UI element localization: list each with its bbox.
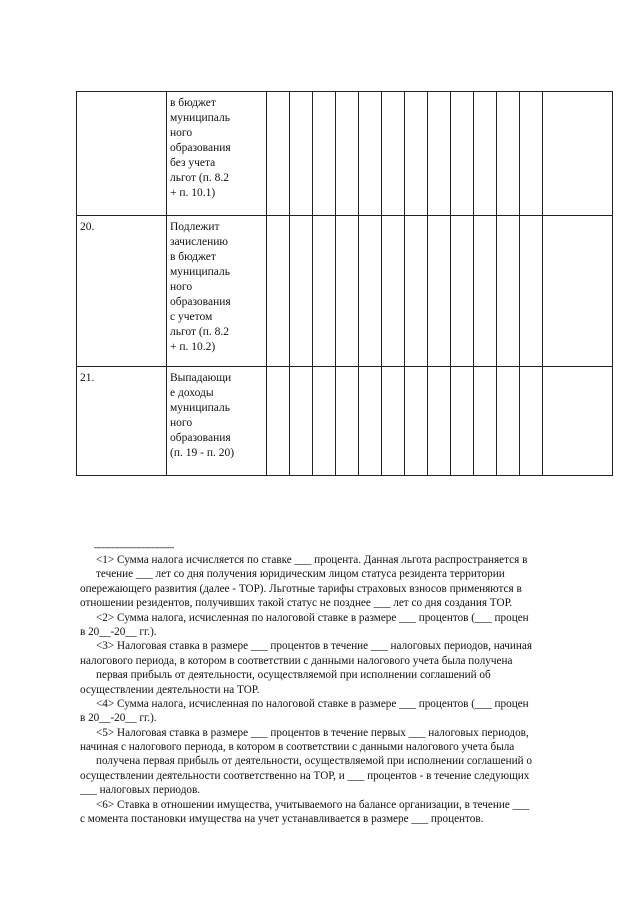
- footnote-line: <6> Ставка в отношении имущества, учитываемого на балансе организации, в течение ___: [96, 798, 530, 811]
- row-label-cell: [167, 367, 267, 476]
- footnote-line: начиная с налогового периода, в котором в соответствии с данными налогового учета была: [80, 741, 515, 754]
- calculation-table: [76, 91, 613, 476]
- empty-value-cell: [313, 216, 336, 367]
- empty-value-cell: [497, 367, 520, 476]
- footnote-line: осуществлении деятельности соответственно на ТОР, и ___ процентов - в течение следующих: [80, 769, 530, 782]
- empty-value-cell: [267, 216, 290, 367]
- empty-value-cell: [428, 216, 451, 367]
- empty-value-cell: [474, 367, 497, 476]
- footnote-line: течение ___ лет со дня получения юридическим лицом статуса резидента территории: [96, 568, 505, 581]
- empty-value-cell: [267, 367, 290, 476]
- empty-value-cell: [543, 216, 613, 367]
- footnote-line: с момента постановки имущества на учет устанавливается в размере ___ процентов.: [80, 813, 484, 826]
- row-label-text: в бюджет муниципаль ного образования без учета льгот (п. 8.2 + п. 10.1): [170, 97, 231, 199]
- empty-value-cell: [405, 92, 428, 216]
- footnote-line: первая прибыль от деятельности, осуществляемой при исполнении соглашений об: [96, 669, 491, 682]
- row-label-text: Выпадающи е доходы муниципаль ного образования (п. 19 - п. 20): [170, 372, 235, 459]
- empty-value-cell: [405, 216, 428, 367]
- empty-value-cell: [336, 92, 359, 216]
- empty-value-cell: [313, 92, 336, 216]
- empty-value-cell: [451, 367, 474, 476]
- table-row: [77, 216, 613, 367]
- row-number-cell: [77, 92, 167, 216]
- empty-value-cell: [474, 216, 497, 367]
- empty-value-cell: [543, 92, 613, 216]
- empty-value-cell: [313, 367, 336, 476]
- row-label-cell: [167, 216, 267, 367]
- empty-value-cell: [267, 92, 290, 216]
- footnote-line: осуществлении деятельности на ТОР.: [80, 683, 260, 696]
- empty-value-cell: [497, 216, 520, 367]
- empty-value-cell: [382, 92, 405, 216]
- footnote-line: <3> Налоговая ставка в размере ___ процентов в течение ___ налоговых периодов, начиная: [96, 640, 533, 653]
- empty-value-cell: [359, 216, 382, 367]
- row-number-cell: 21.: [77, 367, 167, 476]
- empty-value-cell: [520, 92, 543, 216]
- empty-value-cell: [290, 92, 313, 216]
- footnote-line: <4> Сумма налога, исчисленная по налоговой ставке в размере ___ процентов (___ процен: [96, 697, 529, 710]
- table-row: [77, 367, 613, 476]
- empty-value-cell: [520, 367, 543, 476]
- empty-value-cell: [359, 367, 382, 476]
- row-label-cell: [167, 92, 267, 216]
- empty-value-cell: [428, 92, 451, 216]
- empty-value-cell: [382, 367, 405, 476]
- footnote-line: получена первая прибыль от деятельности, осуществляемой при исполнении соглашений о: [96, 755, 532, 768]
- footnote-line: опережающего развития (далее - ТОР). Льготные тарифы страховых взносов применяются в: [80, 582, 522, 595]
- footnote-line: <1> Сумма налога исчисляется по ставке ___ процента. Данная льгота распространяется в: [96, 554, 528, 566]
- empty-value-cell: [428, 367, 451, 476]
- empty-value-cell: [290, 216, 313, 367]
- empty-value-cell: [451, 92, 474, 216]
- footnote-line: в 20__-20__ гг.).: [80, 625, 157, 638]
- footnotes-section: [80, 541, 600, 826]
- footnote-line: отношении резидентов, получивших такой статус не позднее ___ лет со дня создания ТОР.: [80, 597, 513, 610]
- row-label-text: Подлежит зачислению в бюджет муниципаль ного образования с учетом льгот (п. 8.2 + п. 10.2): [170, 221, 231, 353]
- footnote-line: налогового периода, в котором в соответствии с данными налогового учета была получена: [80, 654, 513, 667]
- empty-value-cell: [520, 216, 543, 367]
- empty-value-cell: [543, 367, 613, 476]
- empty-value-cell: [336, 367, 359, 476]
- footnote-separator: --------------------------------: [94, 542, 174, 552]
- empty-value-cell: [336, 216, 359, 367]
- footnote-line: в 20__-20__ гг.).: [80, 712, 157, 725]
- empty-value-cell: [405, 367, 428, 476]
- row-number-cell: 20.: [77, 216, 167, 367]
- footnote-line: ___ налоговых периодов.: [80, 784, 201, 797]
- empty-value-cell: [382, 216, 405, 367]
- empty-value-cell: [451, 216, 474, 367]
- empty-value-cell: [497, 92, 520, 216]
- empty-value-cell: [474, 92, 497, 216]
- table-row: [77, 92, 613, 216]
- empty-value-cell: [290, 367, 313, 476]
- empty-value-cell: [359, 92, 382, 216]
- footnote-line: <5> Налоговая ставка в размере ___ процентов в течение первых ___ налоговых периодов,: [96, 726, 529, 739]
- footnote-line: <2> Сумма налога, исчисленная по налоговой ставке в размере ___ процентов (___ процен: [96, 611, 529, 624]
